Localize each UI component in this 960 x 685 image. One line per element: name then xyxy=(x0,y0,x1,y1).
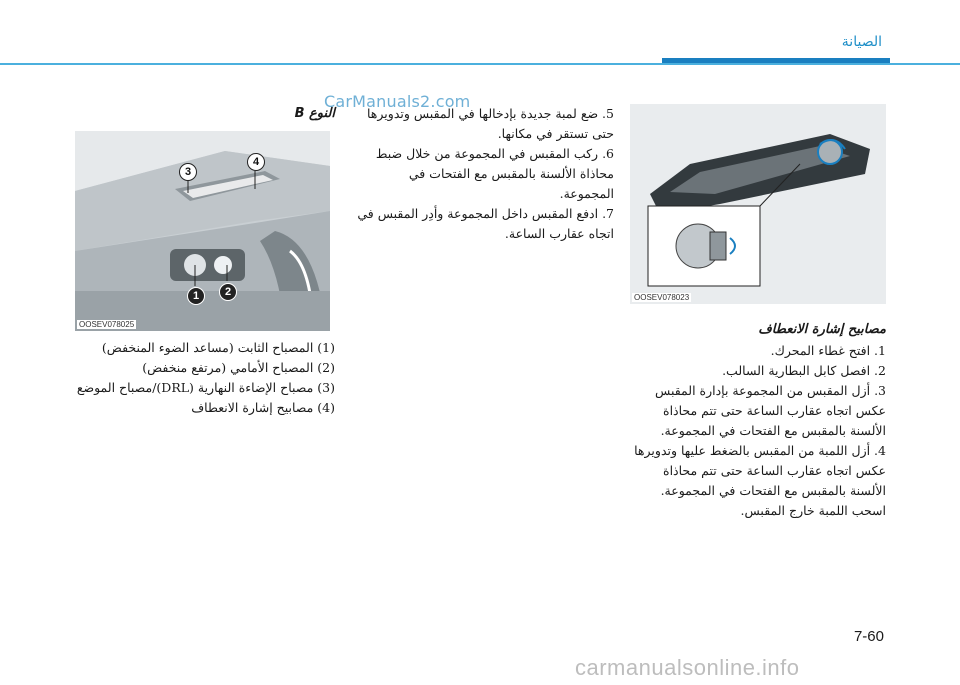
footer-watermark: carmanualsonline.info xyxy=(575,655,800,680)
callout-1: 1 xyxy=(187,287,205,305)
section-title: الصيانة xyxy=(841,34,882,50)
middle-text-column xyxy=(352,104,614,244)
section-heading: مصابيح إشارة الانعطاف xyxy=(758,322,886,337)
right-text-column xyxy=(630,322,886,521)
callout-3: 3 xyxy=(179,163,197,181)
list-item: (3) مصباح الإضاءة النهارية (DRL)/مصباح الموضع xyxy=(76,380,335,395)
list-item: 2. افصل كابل البطارية السالب. xyxy=(722,363,886,378)
list-item: (1) المصباح الثابت (مساعد الضوء المنخفض) xyxy=(101,340,335,355)
list-item: 7. ادفع المقبس داخل المجموعة وأدِر المقبس في اتجاه عقارب الساعة. xyxy=(357,206,614,241)
list-item: (2) المصباح الأمامي (مرتفع منخفض) xyxy=(142,360,335,375)
figure-code: OOSEV078025 xyxy=(79,320,135,329)
list-item: (4) مصابيح إشارة الانعطاف xyxy=(191,400,335,415)
site-watermark: CarManuals2.com xyxy=(324,92,471,111)
headlamp-figure xyxy=(75,131,330,331)
callout-2: 2 xyxy=(219,283,237,301)
page-number: 7-60 xyxy=(853,628,884,645)
callout-4: 4 xyxy=(247,153,265,171)
figure-code: OOSEV078023 xyxy=(634,293,690,302)
list-item: 1. افتح غطاء المحرك. xyxy=(770,343,886,358)
list-item: 4. أزل اللمبة من المقبس بالضغط عليها وتدويرها عكس اتجاه عقارب الساعة حتى تتم محاذاة الألسنة بالمقبس مع الفتحات في المجموعة. اسحب اللمبة خارج المقبس. xyxy=(634,443,886,518)
left-text-column xyxy=(73,338,335,418)
list-item: 3. أزل المقبس من المجموعة بإدارة المقبس عكس اتجاه عقارب الساعة حتى تتم محاذاة الألسنة بالمقبس مع الفتحات في المجموعة. xyxy=(655,383,886,438)
list-item: 6. ركب المقبس في المجموعة من خلال ضبط محاذاة الألسنة بالمقبس مع الفتحات في المجموعة. xyxy=(375,146,614,201)
header-divider xyxy=(0,63,960,65)
turn-signal-figure xyxy=(630,104,886,304)
lamp-assembly-illustration xyxy=(630,104,886,304)
type-subheading: النوع B xyxy=(294,106,335,121)
list-item: 5. ضع لمبة جديدة بإدخالها في المقبس وتدويرها حتى تستقر في مكانها. xyxy=(367,106,614,141)
